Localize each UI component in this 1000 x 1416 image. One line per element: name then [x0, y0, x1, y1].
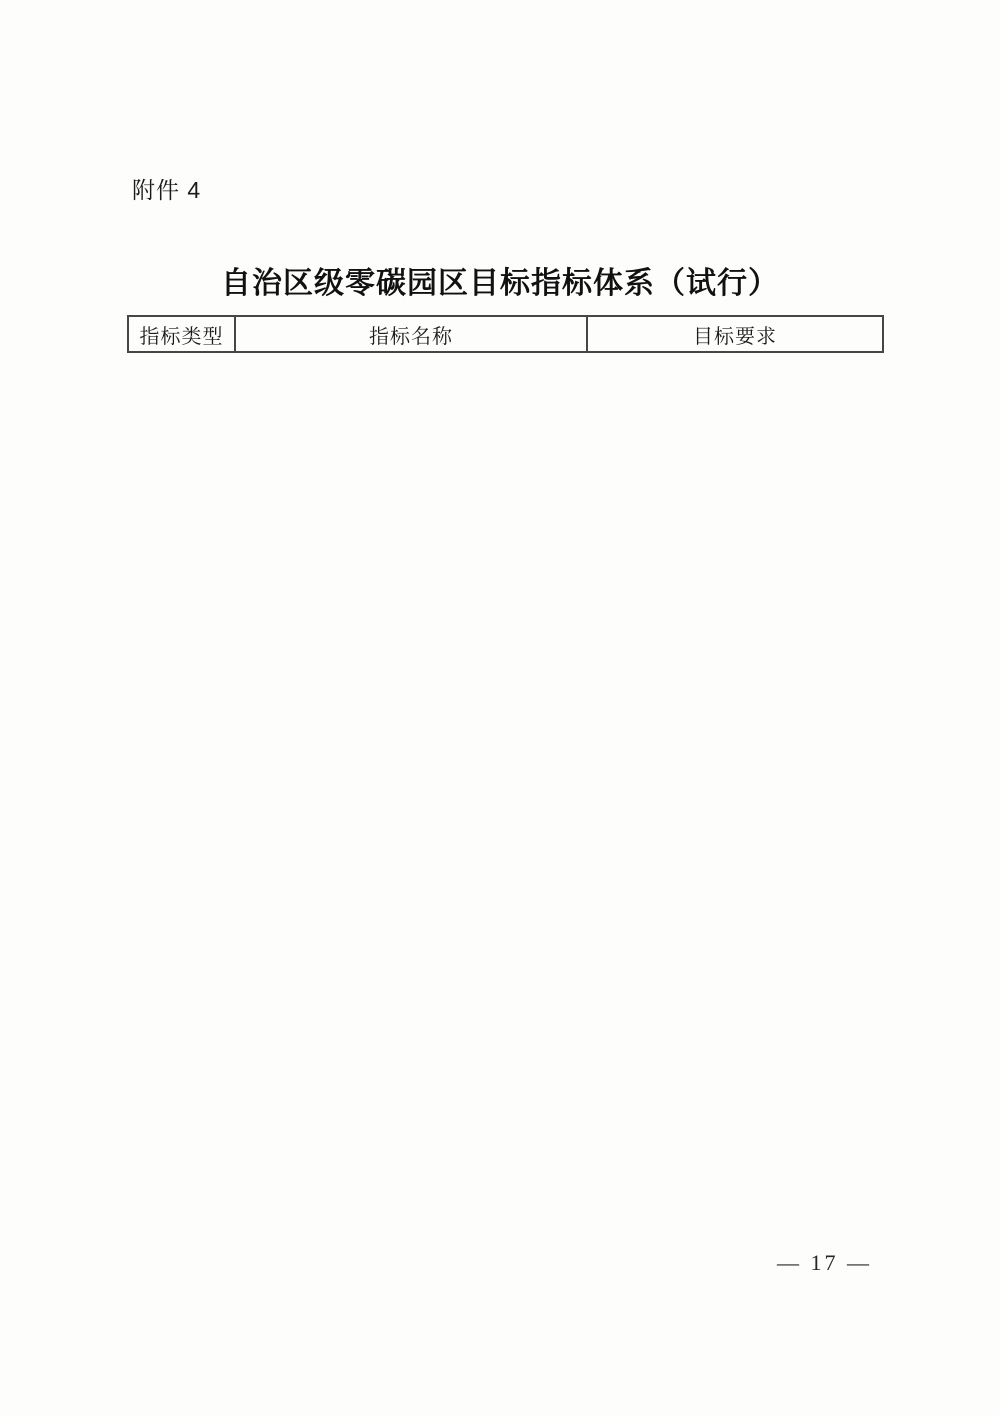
header-indicator-name: 指标名称	[235, 316, 587, 352]
attachment-label: 附件 4	[132, 177, 202, 203]
header-target-requirement: 目标要求	[587, 316, 883, 352]
page-number: — 17 —	[777, 1250, 872, 1275]
indicator-table	[127, 315, 884, 353]
header-indicator-type: 指标类型	[128, 316, 235, 352]
table-header	[128, 316, 883, 352]
header-row	[128, 316, 883, 352]
page-title: 自治区级零碳园区目标指标体系（试行）	[221, 267, 779, 300]
